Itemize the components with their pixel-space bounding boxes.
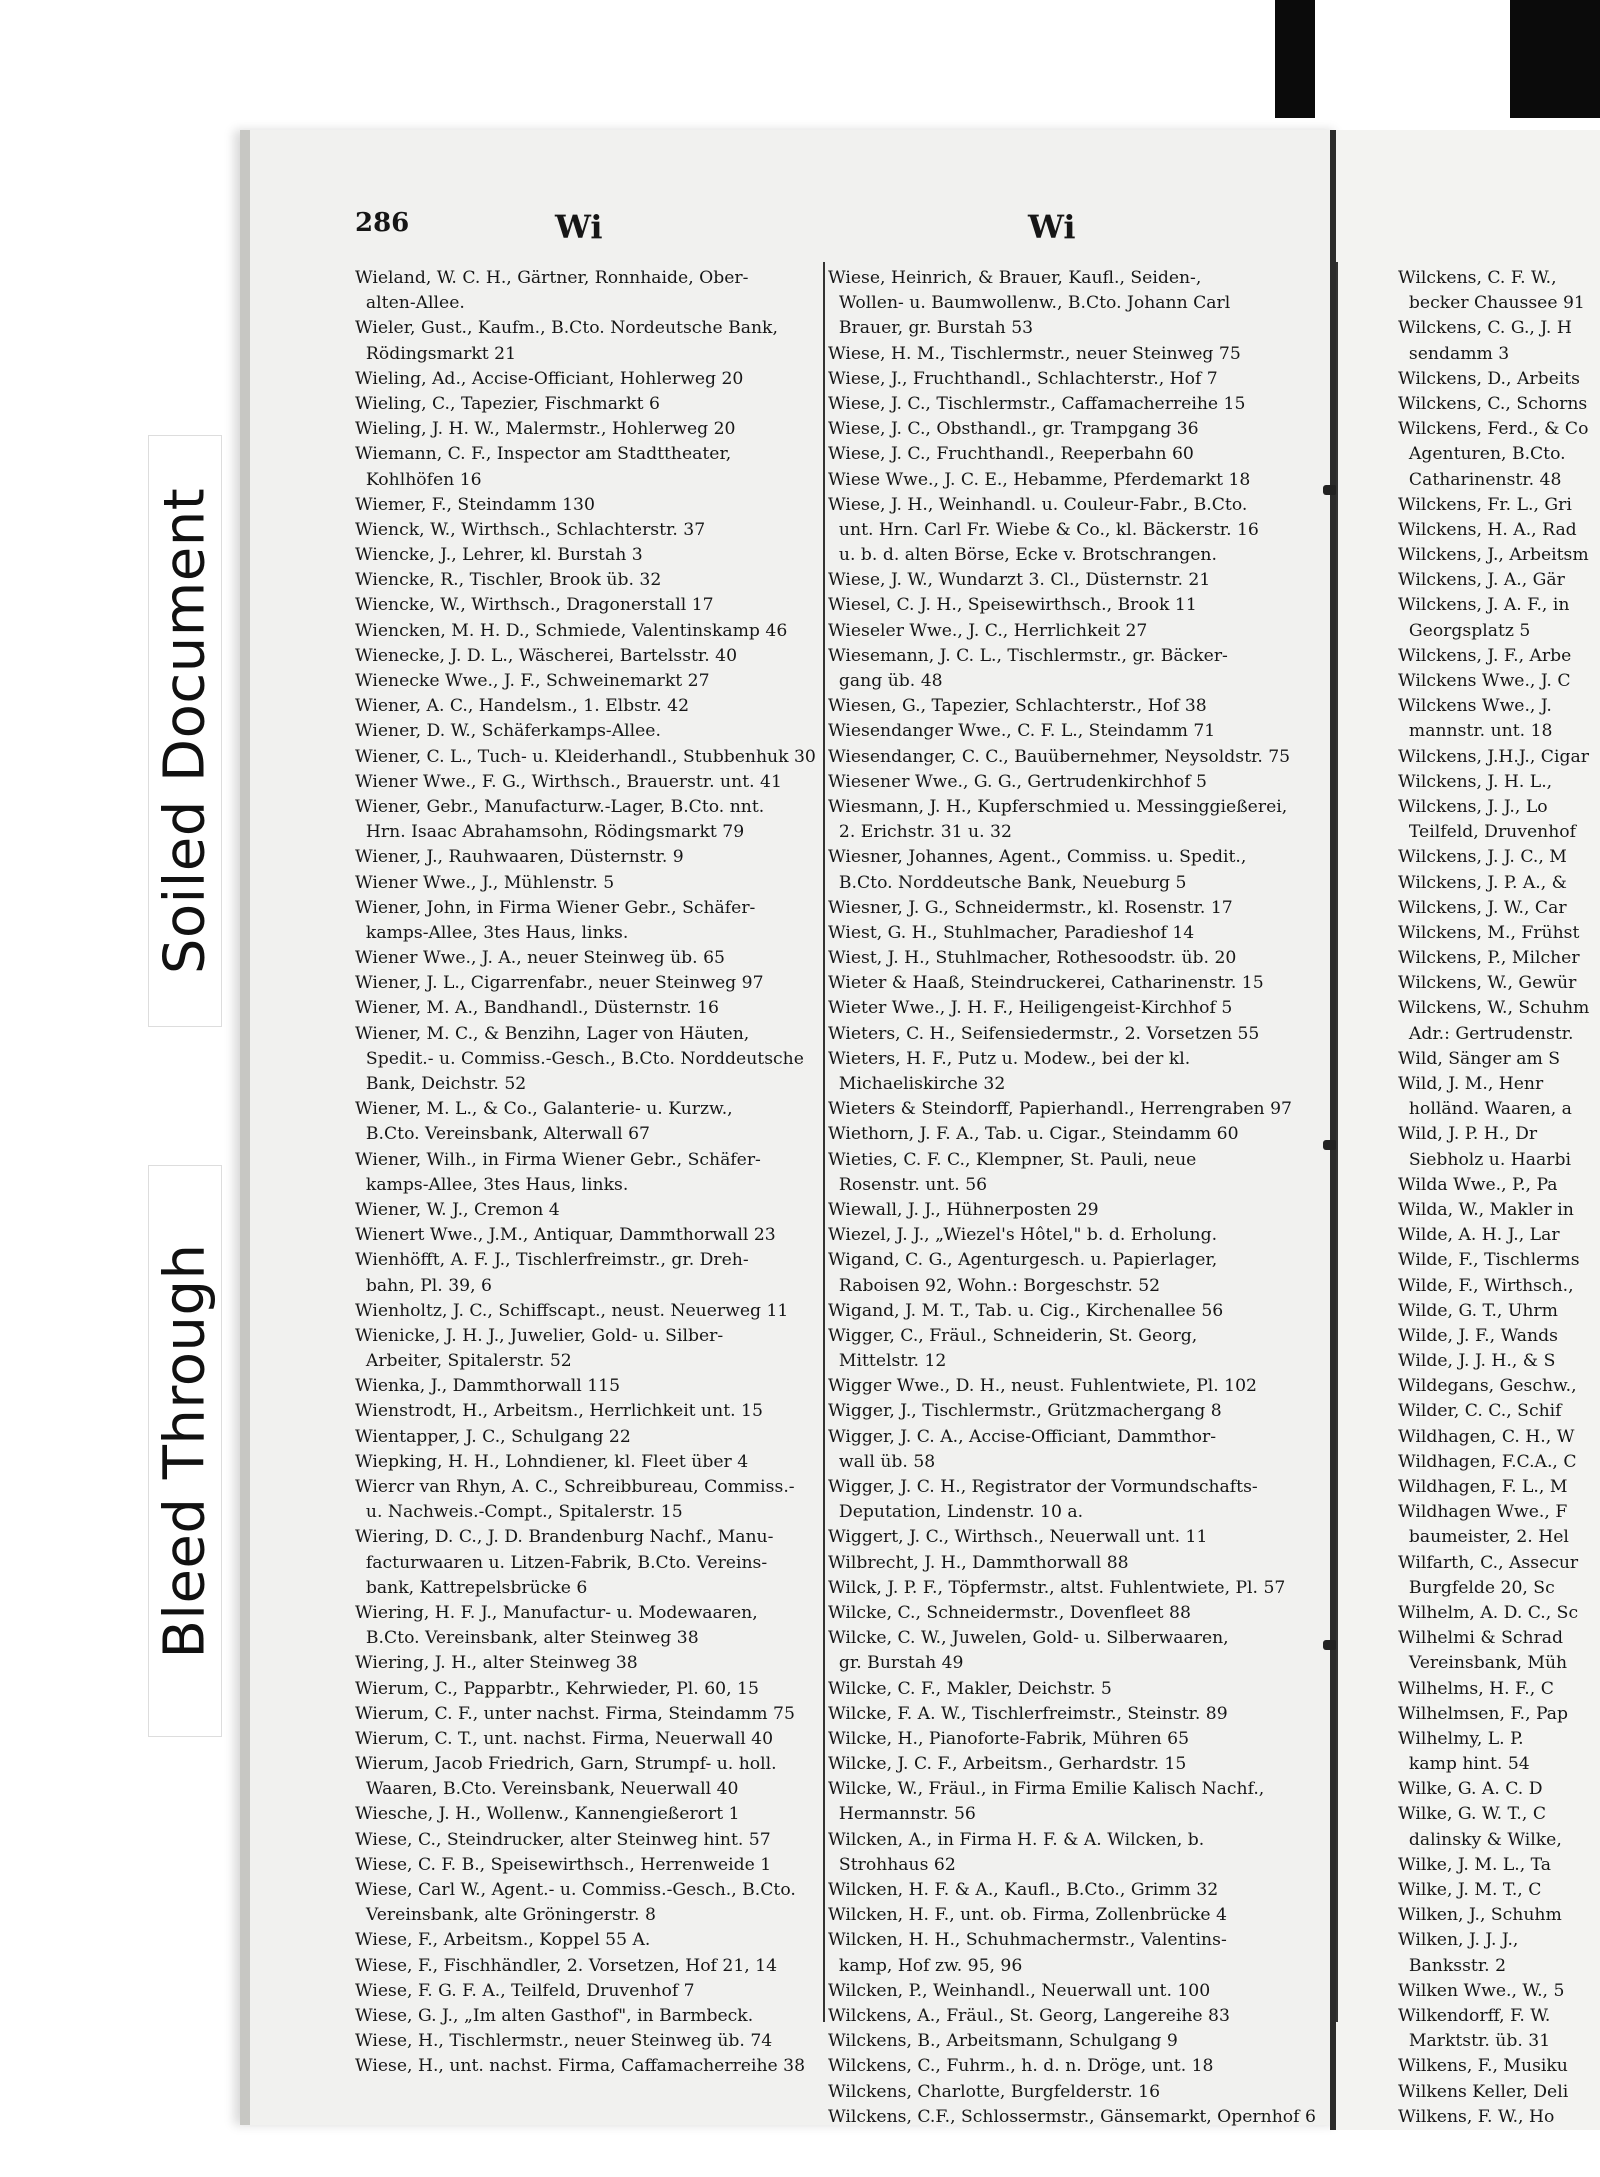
directory-entry-line: Wiesche, J. H., Wollenw., Kannengießerort 1 <box>355 1804 740 1825</box>
directory-entry-line: Wiemer, F., Steindamm 130 <box>355 494 595 515</box>
directory-entry-line: Wilckens, J. F., Arbe <box>1398 645 1572 666</box>
directory-entry-line: Deputation, Lindenstr. 10 a. <box>828 1502 1084 1523</box>
directory-entry-line: Wiesmann, J. H., Kupferschmied u. Messinggießerei, <box>828 796 1288 817</box>
bleed-through-text: Bleed Through <box>152 1243 218 1659</box>
directory-entry-line: Wildhagen, C. H., W <box>1398 1426 1575 1447</box>
directory-entry-line: Wild, J. M., Henr <box>1398 1074 1544 1094</box>
directory-entry-line: Wilckens, W., Schuhm <box>1398 998 1590 1019</box>
directory-entry-line: Wieland, W. C. H., Gärtner, Ronnhaide, Ober- <box>355 268 749 288</box>
directory-entry-line: Wilcke, W., Fräul., in Firma Emilie Kalisch Nachf., <box>828 1779 1265 1800</box>
directory-entry-line: Wiener, Wilh., in Firma Wiener Gebr., Schäfer- <box>355 1149 761 1170</box>
directory-entry-line: Wiesner, J. G., Schneidermstr., kl. Rosenstr. 17 <box>828 897 1233 918</box>
directory-entry-line: Wiesel, C. J. H., Speisewirthsch., Brook 11 <box>828 595 1197 616</box>
directory-entry-line: gr. Burstah 49 <box>828 1653 964 1674</box>
directory-entry-line: Wieling, Ad., Accise-Officiant, Hohlerweg 20 <box>355 368 744 389</box>
directory-entry-line: Wilcke, C. W., Juwelen, Gold- u. Silberwaaren, <box>828 1628 1229 1649</box>
directory-entry-line: Wilda, W., Makler in <box>1398 1199 1574 1220</box>
directory-entry-line: holländ. Waaren, a <box>1398 1099 1572 1120</box>
directory-entry-line: Wiencke, J., Lehrer, kl. Burstah 3 <box>355 545 643 566</box>
directory-entry-line: Wigger, J. C. A., Accise-Officiant, Dammthor- <box>828 1426 1217 1447</box>
directory-entry-line: Wilhelm, A. D. C., Sc <box>1398 1602 1579 1623</box>
directory-entry-line: 2. Erichstr. 31 u. 32 <box>828 822 1012 843</box>
directory-entry-line: Wigger, J. C. H., Registrator der Vormundschafts- <box>828 1477 1258 1497</box>
directory-entry-line: Wilcke, C., Schneidermstr., Dovenfleet 88 <box>828 1602 1191 1623</box>
directory-entry-line: Wilde, A. H. J., Lar <box>1398 1225 1560 1246</box>
directory-entry-line: Wilckens, J. A., Gär <box>1398 570 1565 591</box>
directory-entry-line: Wilckens, J. P. A., & <box>1398 872 1567 893</box>
page-number: 286 <box>355 208 410 238</box>
directory-entry-line: Wiener Wwe., F. G., Wirthsch., Brauerstr. unt. 41 <box>355 771 782 792</box>
directory-entry-line: Wilckens, C., Fuhrm., h. d. n. Dröge, unt. 18 <box>828 2056 1214 2077</box>
directory-entry-line: Wiese, J. C., Tischlermstr., Caffamacherreihe 15 <box>828 393 1246 414</box>
directory-entry-line: facturwaaren u. Litzen-Fabrik, B.Cto. Vereins- <box>355 1552 768 1573</box>
scan-top-margin <box>0 0 1600 118</box>
directory-entry-line: Wilkens, F., Musiku <box>1398 2056 1568 2077</box>
directory-entry-line: Wiener, A. C., Handelsm., 1. Elbstr. 42 <box>355 696 690 717</box>
directory-entry-line: Teilfeld, Druvenhof <box>1398 822 1576 843</box>
directory-entry-line: Wilckens, P., Milcher <box>1398 948 1580 969</box>
directory-entry-line: Wildhagen, F.C.A., C <box>1398 1451 1577 1472</box>
directory-entry-line: Wilckens, C. F. W., <box>1398 268 1557 288</box>
directory-entry-line: Rosenstr. unt. 56 <box>828 1174 988 1195</box>
directory-entry-line: Wiener, M. L., & Co., Galanterie- u. Kurzw., <box>355 1099 733 1120</box>
directory-entry-line: Marktstr. üb. 31 <box>1398 2031 1551 2052</box>
directory-entry-line: Wilke, G. A. C. D <box>1398 1779 1543 1800</box>
directory-entry-line: Wiering, H. F. J., Manufactur- u. Modewaaren, <box>355 1602 758 1623</box>
directory-entry-line: Wigger, J., Tischlermstr., Grützmachergang 8 <box>828 1401 1222 1422</box>
directory-entry-line: Wilckens, D., Arbeits <box>1398 368 1580 389</box>
directory-entry-line: Wilckens, J. W., Car <box>1398 897 1567 918</box>
directory-entry-line: Wilcke, F. A. W., Tischlerfreimstr., Steinstr. 89 <box>828 1703 1228 1724</box>
directory-entry-line: Wiener, John, in Firma Wiener Gebr., Schäfer- <box>355 897 756 918</box>
directory-entry-line: Wigger Wwe., D. H., neust. Fuhlentwiete, Pl. 102 <box>828 1376 1257 1397</box>
directory-entry-line: Wiener, W. J., Cremon 4 <box>355 1199 560 1220</box>
directory-entry-line: B.Cto. Vereinsbank, alter Steinweg 38 <box>355 1628 699 1649</box>
scan-dark-strip <box>1275 0 1315 118</box>
directory-entry-line: Kohlhöfen 16 <box>355 469 482 490</box>
directory-entry-line: Wilder, C. C., Schif <box>1398 1401 1562 1422</box>
binding-stitch <box>1323 485 1337 495</box>
directory-entry-line: Strohhaus 62 <box>828 1854 956 1875</box>
directory-entry-line: Banksstr. 2 <box>1398 1955 1507 1976</box>
directory-entry-line: Wilckens, C. G., J. H <box>1398 318 1572 339</box>
directory-entry-line: Wienecke Wwe., J. F., Schweinemarkt 27 <box>355 671 710 691</box>
directory-entry-line: Wiener, D. W., Schäferkamps-Allee. <box>355 721 661 742</box>
directory-entry-line: Wiezel, J. J., „Wiezel's Hôtel," b. d. Erholung. <box>828 1225 1218 1246</box>
directory-entry-line: B.Cto. Vereinsbank, Alterwall 67 <box>355 1124 650 1145</box>
directory-entry-line: Wiener Wwe., J. A., neuer Steinweg üb. 65 <box>355 948 725 969</box>
directory-entry-line: Wieters & Steindorff, Papierhandl., Herrengraben 97 <box>828 1099 1292 1120</box>
directory-entry-line: Wiewall, J. J., Hühnerposten 29 <box>828 1199 1099 1220</box>
directory-entry-line: Wilhelmsen, F., Pap <box>1398 1703 1569 1724</box>
directory-entry-line: Wildhagen, F. L., M <box>1398 1477 1568 1497</box>
directory-entry-line: Brauer, gr. Burstah 53 <box>828 318 1034 339</box>
directory-entry-line: Wiencke, W., Wirthsch., Dragonerstall 17 <box>355 595 714 616</box>
directory-entry-line: Wilckens, A., Fräul., St. Georg, Langereihe 83 <box>828 2005 1230 2026</box>
directory-entry-line: Wilckens, C., Schorns <box>1398 393 1588 414</box>
directory-entry-line: Wollen- u. Baumwollenw., B.Cto. Johann Carl <box>828 293 1231 314</box>
directory-entry-line: Wiener, M. A., Bandhandl., Düsternstr. 16 <box>355 998 719 1019</box>
directory-entry-line: Wiese, G. J., „Im alten Gasthof", in Barmbeck. <box>355 2005 754 2026</box>
directory-entry-line: Raboisen 92, Wohn.: Borgeschstr. 52 <box>828 1275 1161 1296</box>
directory-entry-line: kamp, Hof zw. 95, 96 <box>828 1955 1023 1976</box>
directory-entry-line: kamps-Allee, 3tes Haus, links. <box>355 922 629 943</box>
directory-entry-line: Wienck, W., Wirthsch., Schlachterstr. 37 <box>355 519 706 540</box>
directory-entry-line: Wilckens, C.F., Schlossermstr., Gänsemarkt, Opernhof 6 <box>828 2106 1316 2127</box>
directory-entry-line: Wiener, J., Rauhwaaren, Düsternstr. 9 <box>355 847 684 868</box>
directory-entry-line: Wildhagen Wwe., F <box>1398 1502 1568 1523</box>
directory-entry-line: Hermannstr. 56 <box>828 1804 976 1825</box>
directory-entry-line: Wilde, G. T., Uhrm <box>1398 1300 1558 1321</box>
directory-entry-line: Wigger, C., Fräul., Schneiderin, St. Georg, <box>828 1325 1198 1346</box>
directory-entry-line: Wieters, C. H., Seifensiedermstr., 2. Vorsetzen 55 <box>828 1023 1260 1044</box>
directory-entry-line: dalinsky & Wilke, <box>1398 1829 1562 1850</box>
directory-entry-line: Vereinsbank, alte Gröningerstr. 8 <box>355 1905 656 1926</box>
directory-entry-line: Rödingsmarkt 21 <box>355 343 517 364</box>
directory-entry-line: Wild, Sänger am S <box>1398 1048 1561 1069</box>
directory-entry-line: Wieling, C., Tapezier, Fischmarkt 6 <box>355 393 660 414</box>
directory-entry-line: bahn, Pl. 39, 6 <box>355 1275 492 1296</box>
directory-entry-line: Wilhelmy, L. P. <box>1398 1728 1524 1749</box>
directory-entry-line: Wienert Wwe., J.M., Antiquar, Dammthorwall 23 <box>355 1225 776 1246</box>
directory-entry-line: Wiercr van Rhyn, A. C., Schreibbureau, Commiss.- <box>355 1477 795 1497</box>
directory-entry-line: Wierum, Jacob Friedrich, Garn, Strumpf- u. holl. <box>355 1754 777 1775</box>
directory-entry-line: Wilcke, C. F., Makler, Deichstr. 5 <box>828 1678 1112 1699</box>
directory-entry-line: Wilckens, J. H. L., <box>1398 771 1553 792</box>
directory-entry-line: Wilckens, Ferd., & Co <box>1398 419 1589 440</box>
directory-entry-line: Wieters, H. F., Putz u. Modew., bei der kl. <box>828 1048 1191 1069</box>
directory-entry-line: Wilckens, J. J. C., M <box>1398 847 1567 868</box>
directory-entry-line: u. b. d. alten Börse, Ecke v. Brotschrangen. <box>828 545 1217 566</box>
directory-entry-line: Wiesner, Johannes, Agent., Commiss. u. Spedit., <box>828 847 1247 868</box>
directory-entry-line: Wiener, C. L., Tuch- u. Kleiderhandl., Stubbenhuk 30 <box>355 746 816 767</box>
directory-entry-line: Wilhelmi & Schrad <box>1398 1628 1564 1649</box>
directory-entry-line: Wiggert, J. C., Wirthsch., Neuerwall unt. 11 <box>828 1527 1208 1548</box>
directory-entry-line: Wilken, J., Schuhm <box>1398 1905 1562 1926</box>
directory-entry-line: Bank, Deichstr. 52 <box>355 1074 527 1094</box>
running-head: Wi <box>1028 208 1076 246</box>
directory-entry-line: wall üb. 58 <box>828 1451 936 1472</box>
directory-entry-line: Wiesendanger Wwe., C. F. L., Steindamm 71 <box>828 721 1216 742</box>
directory-entry-line: gang üb. 48 <box>828 671 943 691</box>
directory-entry-line: Wilck, J. P. F., Töpfermstr., altst. Fuhlentwiete, Pl. 57 <box>828 1577 1286 1598</box>
directory-entry-line: Waaren, B.Cto. Vereinsbank, Neuerwall 40 <box>355 1779 739 1800</box>
directory-entry-line: Wiesendanger, C. C., Bauübernehmer, Neysoldstr. 75 <box>828 746 1291 767</box>
directory-entry-line: Wienicke, J. H. J., Juwelier, Gold- u. Silber- <box>355 1325 724 1346</box>
directory-entry-line: Wilke, G. W. T., C <box>1398 1804 1546 1825</box>
directory-entry-line: Wilckens Wwe., J. <box>1398 696 1552 717</box>
directory-entry-line: Adr.: Gertrudenstr. <box>1398 1023 1574 1044</box>
directory-entry-line: Wild, J. P. H., Dr <box>1398 1124 1538 1145</box>
directory-entry-line: Wieler, Gust., Kaufm., B.Cto. Nordeutsche Bank, <box>355 318 778 339</box>
directory-entry-line: bank, Kattrepelsbrücke 6 <box>355 1577 588 1598</box>
directory-entry-line: Wilckens, Charlotte, Burgfelderstr. 16 <box>828 2081 1161 2102</box>
directory-entry-line: Wiese, J., Fruchthandl., Schlachterstr., Hof 7 <box>828 368 1218 389</box>
directory-entry-line: Wiese, H., Tischlermstr., neuer Steinweg üb. 74 <box>355 2031 773 2052</box>
directory-entry-line: Wilckens, H. A., Rad <box>1398 519 1577 540</box>
directory-entry-line: Wilde, F., Tischlerms <box>1398 1250 1580 1271</box>
directory-entry-line: Wigand, C. G., Agenturgesch. u. Papierlager, <box>828 1250 1218 1271</box>
directory-entry-line: Wilckens, M., Frühst <box>1398 922 1580 943</box>
directory-entry-line: Wilken, J. J. J., <box>1398 1930 1519 1951</box>
directory-entry-line: Wilde, J. F., Wands <box>1398 1325 1558 1346</box>
directory-entry-line: Wilckens, J., Arbeitsm <box>1398 545 1589 566</box>
directory-entry-line: Wilken Wwe., W., 5 <box>1398 1980 1565 2001</box>
directory-entry-line: Wilhelms, H. F., C <box>1398 1678 1554 1699</box>
directory-entry-line: Wilcken, P., Weinhandl., Neuerwall unt. 100 <box>828 1980 1211 2001</box>
directory-entry-line: Wiesen, G., Tapezier, Schlachterstr., Hof 38 <box>828 696 1207 717</box>
directory-entry-line: Wiese, H. M., Tischlermstr., neuer Steinweg 75 <box>828 343 1241 364</box>
directory-entry-line: Wiese, J. C., Fruchthandl., Reeperbahn 60 <box>828 444 1194 465</box>
directory-entry-line: baumeister, 2. Hel <box>1398 1527 1569 1548</box>
column-divider <box>1336 262 1338 2022</box>
directory-entry-line: Wieling, J. H. W., Malermstr., Hohlerweg 20 <box>355 419 736 440</box>
directory-entry-line: Wienholtz, J. C., Schiffscapt., neust. Neuerweg 11 <box>355 1300 789 1321</box>
directory-entry-line: Wieter & Haaß, Steindruckerei, Catharinenstr. 15 <box>828 973 1264 994</box>
directory-entry-line: Wiencken, M. H. D., Schmiede, Valentinskamp 46 <box>355 620 788 641</box>
directory-entry-line: Wierum, C. F., unter nachst. Firma, Steindamm 75 <box>355 1703 795 1724</box>
directory-entry-line: Wiesemann, J. C. L., Tischlermstr., gr. Bäcker- <box>828 645 1228 666</box>
directory-entry-line: Wilkens, F. W., Ho <box>1398 2106 1555 2127</box>
directory-entry-line: Wiering, J. H., alter Steinweg 38 <box>355 1653 638 1674</box>
directory-entry-line: Wilbrecht, J. H., Dammthorwall 88 <box>828 1552 1129 1573</box>
directory-entry-line: Wigand, J. M. T., Tab. u. Cig., Kirchenallee 56 <box>828 1300 1224 1321</box>
directory-entry-line: Wiethorn, J. F. A., Tab. u. Cigar., Steindamm 60 <box>828 1124 1239 1145</box>
directory-entry-line: Wilckens, J.H.J., Cigar <box>1398 746 1589 767</box>
directory-entry-line: Wieter Wwe., J. H. F., Heiligengeist-Kirchhof 5 <box>828 998 1233 1019</box>
soiled-document-label <box>148 435 222 1027</box>
directory-entry-line: Wilcke, J. C. F., Arbeitsm., Gerhardstr. 15 <box>828 1754 1187 1775</box>
directory-entry-line: Wilckens, Fr. L., Gri <box>1398 494 1572 515</box>
directory-entry-line: Wilckens, B., Arbeitsmann, Schulgang 9 <box>828 2031 1178 2052</box>
directory-entry-line: Wilkendorff, F. W. <box>1398 2005 1551 2026</box>
directory-entry-line: unt. Hrn. Carl Fr. Wiebe & Co., kl. Bäckerstr. 16 <box>828 519 1259 540</box>
directory-entry-line: Wienstrodt, H., Arbeitsm., Herrlichkeit unt. 15 <box>355 1401 763 1422</box>
directory-entry-line: Spedit.- u. Commiss.-Gesch., B.Cto. Norddeutsche <box>355 1048 804 1069</box>
directory-entry-line: Wiese, Carl W., Agent.- u. Commiss.-Gesch., B.Cto. <box>355 1880 796 1900</box>
directory-entry-line: Wilckens, J. J., Lo <box>1398 796 1548 817</box>
binding-stitch <box>1323 1640 1337 1650</box>
directory-entry-line: Wiese, C. F. B., Speisewirthsch., Herrenweide 1 <box>355 1854 772 1875</box>
directory-entry-line: Wilke, J. M. T., C <box>1398 1880 1542 1900</box>
directory-entry-line: Wilcken, H. F., unt. ob. Firma, Zollenbrücke 4 <box>828 1905 1227 1926</box>
directory-entry-line: Wiese, F., Arbeitsm., Koppel 55 A. <box>355 1930 651 1951</box>
directory-entry-line: Wiese, J. H., Weinhandl. u. Couleur-Fabr., B.Cto. <box>828 494 1248 515</box>
directory-entry-line: Wiener Wwe., J., Mühlenstr. 5 <box>355 872 615 893</box>
directory-entry-line: Wildegans, Geschw., <box>1398 1376 1577 1397</box>
directory-entry-line: u. Nachweis.-Compt., Spitalerstr. 15 <box>355 1502 683 1523</box>
soiled-document-text: Soiled Document <box>152 487 218 975</box>
directory-entry-line: Wilke, J. M. L., Ta <box>1398 1854 1552 1875</box>
directory-entry-line: Wiemann, C. F., Inspector am Stadttheater, <box>355 444 732 465</box>
directory-entry-line: Wiese, J. W., Wundarzt 3. Cl., Düsternstr. 21 <box>828 570 1211 591</box>
directory-entry-line: Wilfarth, C., Assecur <box>1398 1552 1579 1573</box>
directory-entry-line: Wientapper, J. C., Schulgang 22 <box>355 1426 631 1447</box>
directory-entry-line: kamps-Allee, 3tes Haus, links. <box>355 1174 629 1195</box>
directory-entry-line: Wiepking, H. H., Lohndiener, kl. Fleet über 4 <box>355 1451 749 1472</box>
directory-entry-line: Burgfelde 20, Sc <box>1398 1577 1555 1598</box>
directory-entry-line: Wiese, F., Fischhändler, 2. Vorsetzen, Hof 21, 14 <box>355 1955 778 1976</box>
directory-entry-line: Vereinsbank, Müh <box>1398 1653 1568 1674</box>
directory-entry-line: Wiering, D. C., J. D. Brandenburg Nachf., Manu- <box>355 1527 774 1548</box>
directory-entry-line: Wilckens, J. A. F., in <box>1398 595 1570 616</box>
binding-stitch <box>1323 1140 1337 1150</box>
directory-entry-line: Wilckens Wwe., J. C <box>1398 671 1571 691</box>
directory-entry-line: sendamm 3 <box>1398 343 1510 364</box>
directory-entry-line: Wiese, H., unt. nachst. Firma, Caffamacherreihe 38 <box>355 2056 806 2077</box>
directory-entry-line: Georgsplatz 5 <box>1398 620 1531 641</box>
directory-entry-line: Wienka, J., Dammthorwall 115 <box>355 1376 621 1397</box>
directory-entry-line: Wilckens, W., Gewür <box>1398 973 1577 994</box>
directory-column-middle <box>828 266 1318 2130</box>
directory-entry-line: Wilcken, A., in Firma H. F. & A. Wilcken, b. <box>828 1829 1205 1850</box>
directory-entry-line: Wiener, M. C., & Benzihn, Lager von Häuten, <box>355 1023 750 1044</box>
directory-entry-line: Wiese Wwe., J. C. E., Hebamme, Pferdemarkt 18 <box>828 469 1251 490</box>
directory-entry-line: Michaeliskirche 32 <box>828 1074 1006 1094</box>
directory-entry-line: Wilcken, H. H., Schuhmachermstr., Valentins- <box>828 1930 1227 1951</box>
directory-entry-line: B.Cto. Norddeutsche Bank, Neueburg 5 <box>828 872 1187 893</box>
directory-entry-line: Wiese, J. C., Obsthandl., gr. Trampgang 36 <box>828 419 1199 440</box>
directory-column-left <box>355 266 825 2080</box>
directory-entry-line: Wiese, C., Steindrucker, alter Steinweg hint. 57 <box>355 1829 771 1850</box>
directory-entry-line: Wilkens Keller, Deli <box>1398 2081 1569 2102</box>
directory-entry-line: Wiener, Gebr., Manufacturw.-Lager, B.Cto. nnt. <box>355 796 765 817</box>
directory-entry-line: Wiesener Wwe., G. G., Gertrudenkirchhof 5 <box>828 771 1207 792</box>
directory-entry-line: Wienhöfft, A. F. J., Tischlerfreimstr., gr. Dreh- <box>355 1250 749 1271</box>
directory-entry-line: Mittelstr. 12 <box>828 1351 947 1372</box>
directory-entry-line: Wienecke, J. D. L., Wäscherei, Bartelsstr. 40 <box>355 645 738 666</box>
directory-entry-line: Wilde, J. J. H., & S <box>1398 1351 1556 1372</box>
directory-column-right <box>1398 266 1600 2130</box>
directory-entry-line: becker Chaussee 91 <box>1398 293 1585 314</box>
directory-entry-line: Wiest, J. H., Stuhlmacher, Rothesoodstr. üb. 20 <box>828 948 1237 969</box>
directory-entry-line: Wiencke, R., Tischler, Brook üb. 32 <box>355 570 662 591</box>
directory-entry-line: Arbeiter, Spitalerstr. 52 <box>355 1351 572 1372</box>
directory-entry-line: Wilcken, H. F. & A., Kaufl., B.Cto., Grimm 32 <box>828 1880 1219 1900</box>
directory-entry-line: Wiest, G. H., Stuhlmacher, Paradieshof 14 <box>828 922 1195 943</box>
directory-entry-line: Wiese, F. G. F. A., Teilfeld, Druvenhof 7 <box>355 1980 695 2001</box>
directory-entry-line: kamp hint. 54 <box>1398 1754 1530 1775</box>
directory-entry-line: Wilda Wwe., P., Pa <box>1398 1174 1558 1195</box>
directory-entry-line: Wiener, J. L., Cigarrenfabr., neuer Steinweg 97 <box>355 973 764 994</box>
directory-entry-line: Wierum, C. T., unt. nachst. Firma, Neuerwall 40 <box>355 1728 774 1749</box>
directory-entry-line: Wieseler Wwe., J. C., Herrlichkeit 27 <box>828 620 1148 641</box>
scan-dark-strip <box>1510 0 1600 118</box>
directory-entry-line: Agenturen, B.Cto. <box>1398 444 1566 465</box>
directory-entry-line: mannstr. unt. 18 <box>1398 721 1553 742</box>
directory-entry-line: alten-Allee. <box>355 293 465 314</box>
bleed-through-label <box>148 1165 222 1737</box>
directory-entry-line: Wieties, C. F. C., Klempner, St. Pauli, neue <box>828 1149 1197 1170</box>
directory-entry-line: Wilde, F., Wirthsch., <box>1398 1275 1574 1296</box>
directory-entry-line: Catharinenstr. 48 <box>1398 469 1562 490</box>
running-head: Wi <box>555 208 603 246</box>
directory-entry-line: Siebholz u. Haarbi <box>1398 1149 1571 1170</box>
directory-entry-line: Wilcke, H., Pianoforte-Fabrik, Mühren 65 <box>828 1728 1190 1749</box>
directory-entry-line: Hrn. Isaac Abrahamsohn, Rödingsmarkt 79 <box>355 822 745 843</box>
directory-entry-line: Wierum, C., Papparbtr., Kehrwieder, Pl. 60, 15 <box>355 1678 759 1699</box>
directory-entry-line: Wiese, Heinrich, & Brauer, Kaufl., Seiden-, <box>828 268 1202 288</box>
